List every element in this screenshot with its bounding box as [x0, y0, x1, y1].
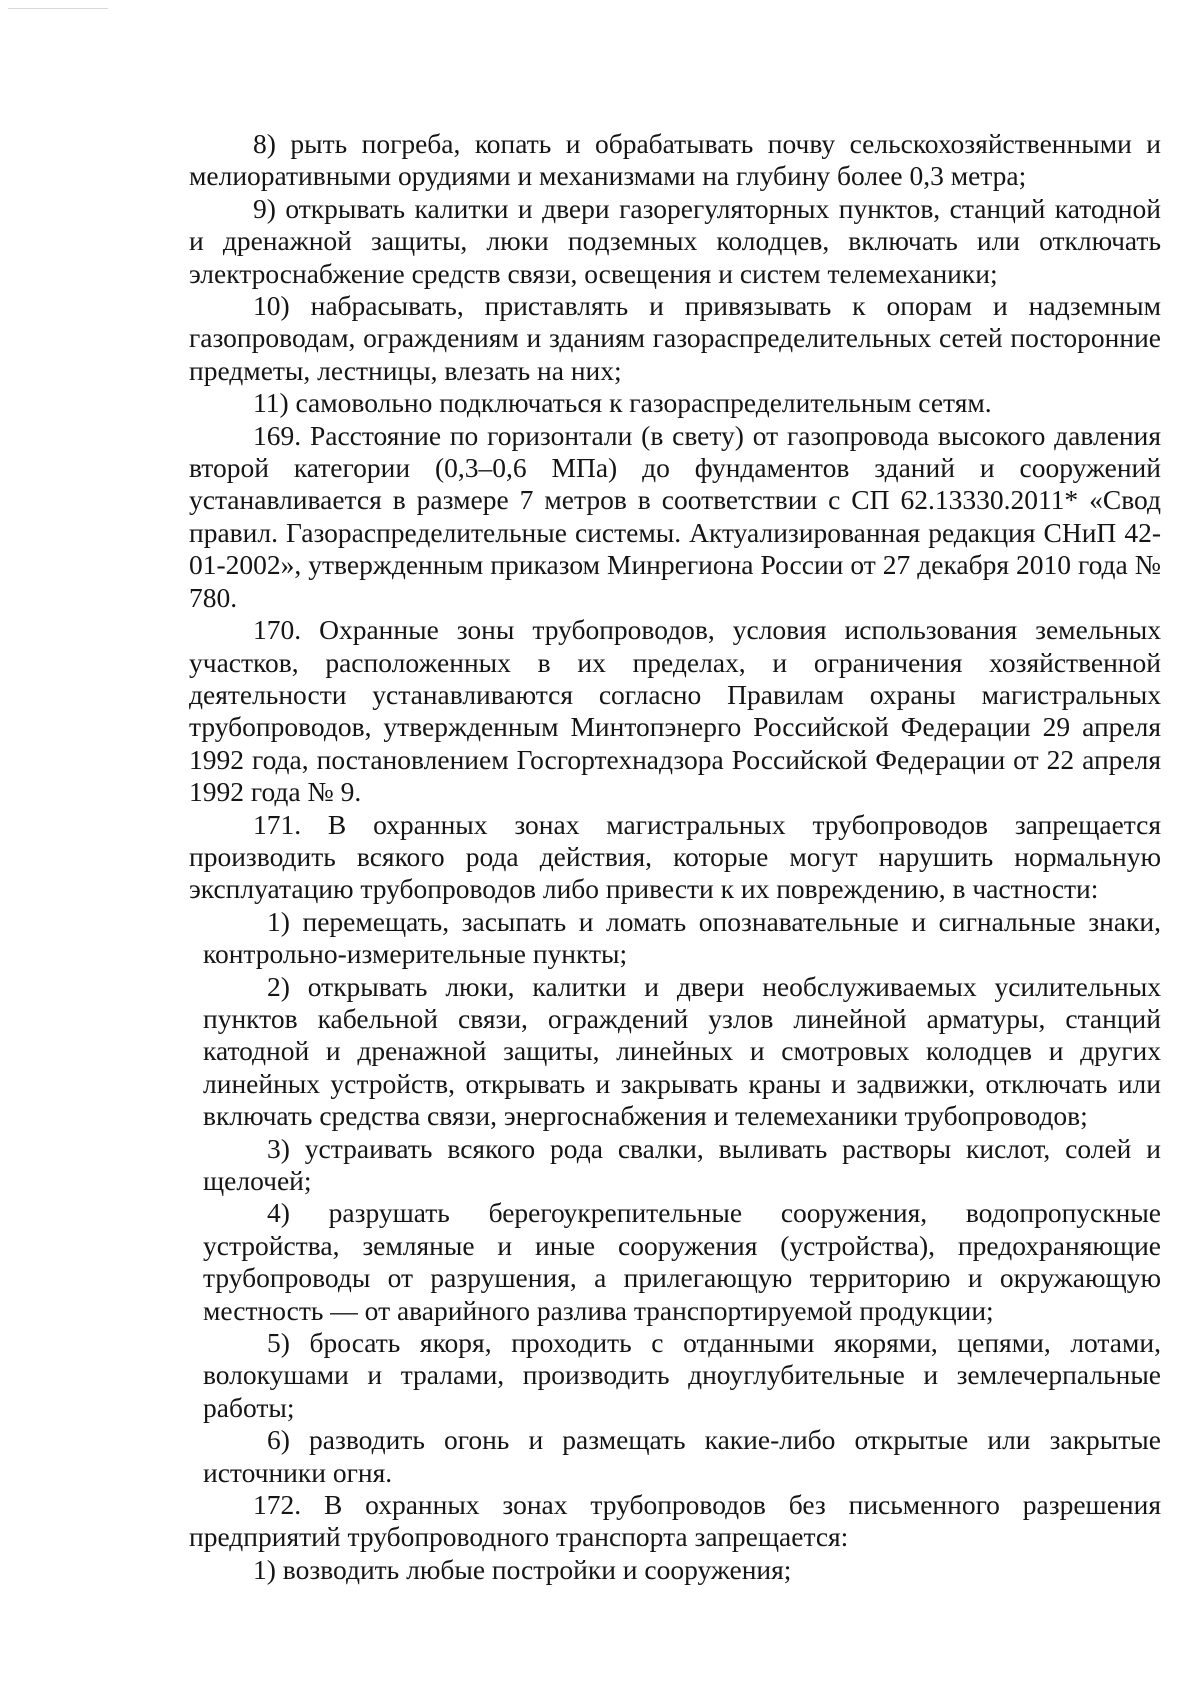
paragraph-171: 171. В охранных зонах магистральных трубопроводов запрещается производить всякого рода действия, которые могут нарушить нормальную эксплуатацию трубопроводов либо привести к их повреждению, в частности: [189, 808, 1161, 905]
sub-paragraph-5: 5) бросать якоря, проходить с отданными якорями, цепями, лотами, волокушами и тралами, производить дноуглубительные и землечерпальные работы; [203, 1327, 1161, 1423]
sub-paragraph-6: 6) разводить огонь и размещать какие-либо открытые или закрытые источники огня. [203, 1424, 1161, 1488]
paragraph-170: 170. Охранные зоны трубопроводов, условия использования земельных участков, расположенных в их пределах, и ограничения хозяйственной деятельности устанавливаются согласно Правилам охраны магистральных трубопроводов, утвержденным Минтопэнерго Российской Федерации 29 апреля 1992 года, постановлением Госгортехнадзора Российской Федерации от 22 апреля 1992 года № 9. [189, 614, 1161, 808]
paragraph-item-10: 10) набрасывать, приставлять и привязывать к опорам и надземным газопроводам, ограждениям и зданиям газораспределительных сетей посторонние предметы, лестницы, влезать на них; [189, 290, 1161, 386]
paragraph-172: 172. В охранных зонах трубопроводов без письменного разрешения предприятий трубопроводного транспорта запрещается: [189, 1489, 1161, 1553]
sub-paragraph-4: 4) разрушать берегоукрепительные сооружения, водопропускные устройства, земляные и иные сооружения (устройства), предохраняющие трубопроводы от разрушения, а прилегающую территорию и окружающую местность — от аварийного разлива транспортируемой продукции; [203, 1197, 1161, 1326]
paragraph-169: 169. Расстояние по горизонтали (в свету) от газопровода высокого давления второй категории (0,3–0,6 МПа) до фундаментов зданий и сооружений устанавливается в размере 7 метров в соответствии с СП 62.13330.2011* «Свод правил. Газораспределительные системы. Актуализированная редакция СНиП 42-01-2002», утвержденным приказом Минрегиона России от 27 декабря 2010 года № 780. [189, 419, 1161, 613]
paragraph-item-8: 8) рыть погреба, копать и обрабатывать почву сельскохозяйственными и мелиоративными орудиями и механизмами на глубину более 0,3 метра; [189, 128, 1161, 192]
paragraph-item-9: 9) открывать калитки и двери газорегуляторных пунктов, станций катодной и дренажной защиты, люки подземных колодцев, включать или отключать электроснабжение средств связи, освещения и систем телемеханики; [189, 192, 1161, 289]
scan-artifact [8, 8, 108, 9]
sub-paragraph-3: 3) устраивать всякого рода свалки, выливать растворы кислот, солей и щелочей; [203, 1132, 1161, 1196]
paragraph-item-11: 11) самовольно подключаться к газораспределительным сетям. [253, 387, 992, 419]
sub-paragraph-1: 1) перемещать, засыпать и ломать опознавательные и сигнальные знаки, контрольно-измерительные пункты; [203, 905, 1161, 970]
paragraph-172-item-1: 1) возводить любые постройки и сооружения; [253, 1553, 792, 1585]
document-body [189, 128, 1161, 1586]
sub-paragraph-2: 2) открывать люки, калитки и двери необслуживаемых усилительных пунктов кабельной связи, ограждений узлов линейной арматуры, станций катодной и дренажной защиты, линейных и смотровых колодцев и других линейных устройств, открывать и закрывать краны и задвижки, отключать или включать средства связи, энергоснабжения и телемеханики трубопроводов; [203, 970, 1161, 1132]
